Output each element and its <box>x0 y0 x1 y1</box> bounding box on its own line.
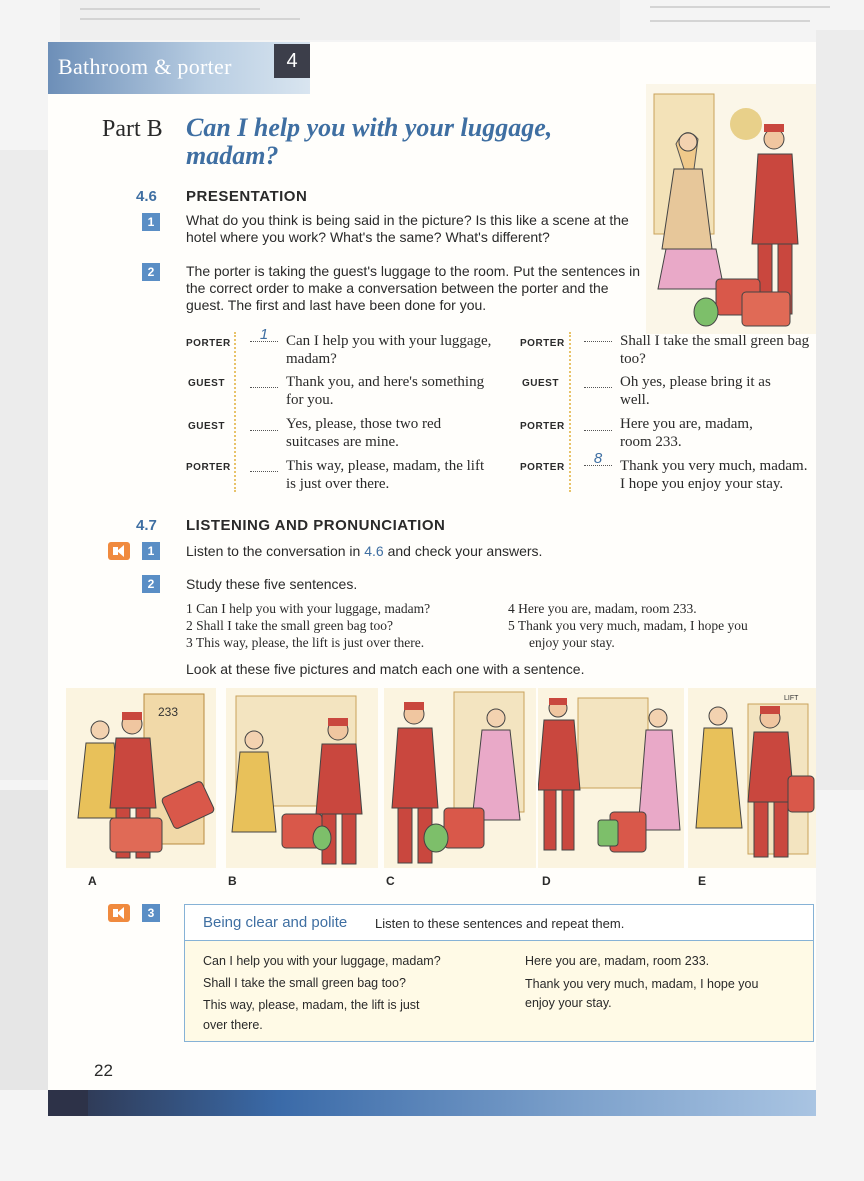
exercise-badge-3: 3 <box>142 904 160 922</box>
dialogue-divider-left <box>234 332 236 492</box>
unit-number: 4 <box>274 44 310 78</box>
repeat-sentence: over there. <box>203 1018 263 1032</box>
audio-speaker-icon[interactable] <box>108 904 130 922</box>
section-reference: 4.6 <box>364 543 384 559</box>
textbook-page <box>48 42 816 1116</box>
picture-a-room-door <box>66 688 216 868</box>
repeat-sentence: Shall I take the small green bag too? <box>203 976 406 990</box>
box-title: Being clear and polite <box>203 914 348 931</box>
page-number: 22 <box>94 1061 113 1080</box>
exercise-badge-2: 2 <box>142 263 160 281</box>
order-blank[interactable]: 8 <box>584 454 612 466</box>
picture-label: D <box>542 874 551 888</box>
dialogue-line: Shall I take the small green bag too? <box>620 333 810 367</box>
role-label: GUEST <box>188 421 225 432</box>
lift-sign: LIFT <box>784 695 799 702</box>
picture-b-giving-tip <box>226 688 378 868</box>
role-label: PORTER <box>520 462 565 473</box>
order-blank[interactable]: 1 <box>250 330 278 342</box>
repeat-sentence: This way, please, madam, the lift is just <box>203 998 420 1012</box>
picture-label: C <box>386 874 395 888</box>
order-blank[interactable] <box>250 376 278 388</box>
dialogue-line: Thank you, and here's something for you. <box>286 374 485 408</box>
exercise-1-text: What do you think is being said in the picture? Is this like a scene at the hotel where you work? What's the same? What's different? <box>186 212 629 245</box>
sentence-item: 4 Here you are, madam, room 233. <box>508 601 697 616</box>
dialogue-line: Can I help you with your luggage, madam? <box>286 333 492 367</box>
audio-speaker-icon[interactable] <box>108 542 130 560</box>
exercise-2-study-text: Study these five sentences. <box>186 576 358 592</box>
role-label: GUEST <box>188 378 225 389</box>
sentence-item: 2 Shall I take the small green bag too? <box>186 618 393 633</box>
section-title-presentation: PRESENTATION <box>186 188 308 205</box>
sentence-item: 1 Can I help you with your luggage, madam? <box>186 601 431 616</box>
dialogue-divider-right <box>569 332 571 492</box>
pronunciation-box <box>184 904 814 1042</box>
ghost-text-line <box>650 6 830 8</box>
repeat-sentence: Thank you very much, madam, I hope you <box>525 977 759 991</box>
ghost-text-line <box>80 18 300 20</box>
footer-bar <box>48 1090 816 1116</box>
section-number-4-7: 4.7 <box>136 517 157 534</box>
role-label: PORTER <box>186 462 231 473</box>
background-page-left <box>0 150 48 780</box>
part-label: Part B <box>102 116 163 142</box>
exercise-2-text: The porter is taking the guest's luggage to the room. Put the sentences in the correct order to make a conversation between the porter and the guest. The first and last have been done for you. <box>186 263 641 313</box>
box-instruction: Listen to these sentences and repeat them. <box>375 916 625 931</box>
dialogue-line: This way, please, madam, the lift is just over there. <box>286 458 485 492</box>
pronunciation-box-header <box>185 905 813 941</box>
exercise-badge-1: 1 <box>142 542 160 560</box>
ghost-text-line <box>80 8 260 10</box>
background-page-top <box>60 0 620 40</box>
sentence-item: enjoy your stay. <box>529 635 615 650</box>
unit-title: Bathroom & porter <box>58 54 232 79</box>
section-number-4-6: 4.6 <box>136 188 157 205</box>
repeat-sentence: Can I help you with your luggage, madam? <box>203 954 441 968</box>
background-page-right <box>816 30 864 790</box>
illustration-guest-and-porter <box>646 84 816 334</box>
dialogue-line: Thank you very much, madam. I hope you enjoy your stay. <box>620 458 808 492</box>
repeat-sentence: enjoy your stay. <box>525 996 612 1010</box>
sentence-item: 3 This way, please, the lift is just over there. <box>186 635 425 650</box>
exercise-1-listen-text: Listen to the conversation in 4.6 and check your answers. <box>186 543 543 559</box>
footer-bar-dark <box>48 1090 88 1116</box>
dialogue-line: Oh yes, please bring it as well. <box>620 374 771 408</box>
dialogue-line: Yes, please, those two red suitcases are mine. <box>286 416 442 450</box>
picture-label: E <box>698 874 707 888</box>
order-blank[interactable] <box>250 419 278 431</box>
picture-label: B <box>228 874 237 888</box>
picture-d-lobby <box>538 688 684 868</box>
exercise-badge-1: 1 <box>142 213 160 231</box>
exercise-badge-2: 2 <box>142 575 160 593</box>
order-blank[interactable] <box>584 419 612 431</box>
ghost-text-line <box>650 20 810 22</box>
door-number: 233 <box>158 705 179 719</box>
picture-c-porter-with-bags <box>384 688 536 868</box>
order-blank[interactable] <box>584 376 612 388</box>
role-label: GUEST <box>522 378 559 389</box>
sentence-item: 5 Thank you very much, madam, I hope you <box>508 618 748 633</box>
picture-e-to-lift <box>688 688 816 868</box>
role-label: PORTER <box>520 338 565 349</box>
part-title: Can I help you with your luggage, madam? <box>186 113 553 170</box>
role-label: PORTER <box>520 421 565 432</box>
repeat-sentence: Here you are, madam, room 233. <box>525 954 710 968</box>
order-blank[interactable] <box>584 330 612 342</box>
role-label: PORTER <box>186 338 231 349</box>
match-instruction: Look at these five pictures and match each one with a sentence. <box>186 661 585 677</box>
order-blank[interactable] <box>250 460 278 472</box>
background-page-bottom-left <box>0 790 48 1090</box>
section-title-listening: LISTENING AND PRONUNCIATION <box>186 517 446 534</box>
picture-label: A <box>88 874 97 888</box>
dialogue-line: Here you are, madam, room 233. <box>620 416 753 450</box>
